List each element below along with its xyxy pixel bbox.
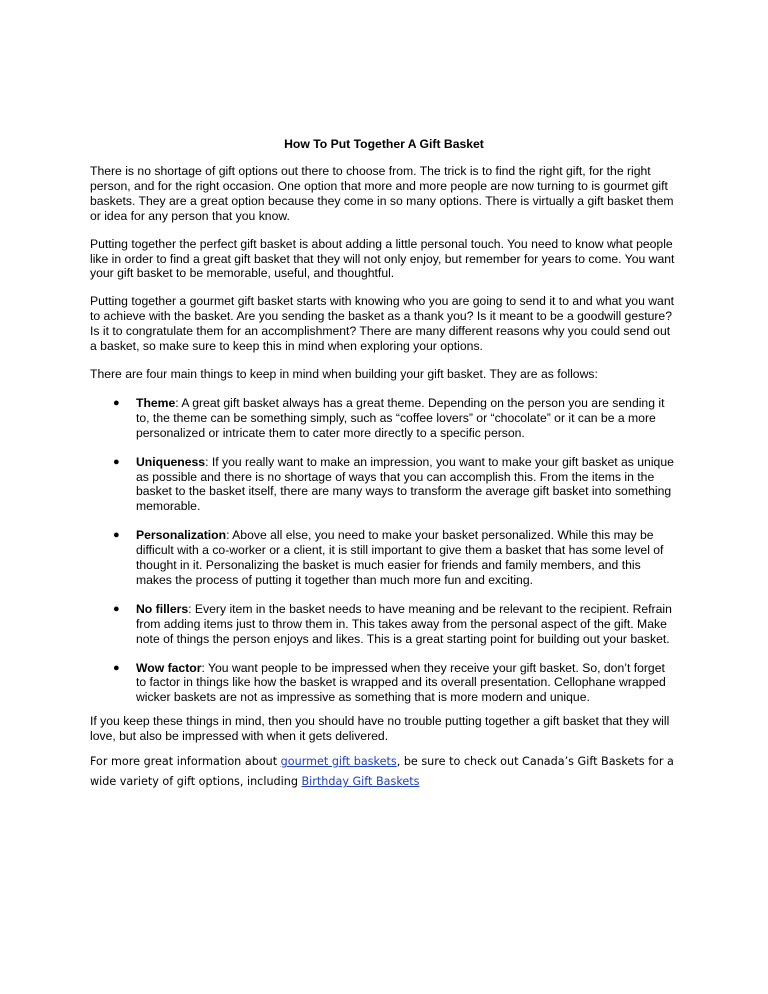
list-item-term: No fillers xyxy=(136,601,189,616)
list-item-uniqueness xyxy=(90,455,678,515)
list-item-term: Uniqueness xyxy=(136,454,206,469)
list-intro-paragraph: There are four main things to keep in mind when building your gift basket. They are as follows: xyxy=(90,366,598,381)
intro-paragraph: There is no shortage of gift options out there to choose from. The trick is to find the right gift, for the right person, and for the right occasion. One option that more and more people are now turning to is gourmet gift baskets. They are a great option because they come in so many options. There is virtually a gift basket them or idea for any person that you know. xyxy=(90,164,674,223)
footer-text-middle: , be sure to check out Canada’s Gift Baskets for a wide variety of gift options, including xyxy=(90,755,674,789)
list-item-text: : If you really want to make an impression, you want to make your gift basket as unique as possible and there is no shortage of ways that you can accomplish this. From the items in the basket to the basket itself, there are many ways to transform the average gift basket into something memorable. xyxy=(136,454,674,514)
tips-list xyxy=(90,396,678,705)
bullet-icon: ● xyxy=(113,396,120,409)
list-item-term: Personalization xyxy=(136,528,227,543)
purpose-paragraph: Putting together a gourmet gift basket starts with knowing who you are going to send it to and what you want to achieve with the basket. Are you sending the basket as a thank you? Is it meant to be a goodwill gesture? Is it to congratulate them for an accomplishment? There are many different reasons why you could send out a basket, so make sure to keep this in mind when exploring your options. xyxy=(90,294,674,354)
personal-touch-paragraph: Putting together the perfect gift basket is about adding a little personal touch. You need to know what people like in order to find a great gift basket that they will not only enjoy, but remember for years to come. You want your gift basket to be memorable, useful, and thoughtful. xyxy=(90,236,675,281)
document-title: How To Put Together A Gift Basket xyxy=(284,137,484,151)
list-item-term: Wow factor xyxy=(136,660,202,675)
closing-paragraph: If you keep these things in mind, then you should have no trouble putting together a gift basket that they will love, but also be impressed with when it gets delivered. xyxy=(90,714,670,744)
list-item-wow-factor xyxy=(90,661,678,706)
bullet-icon: ● xyxy=(113,529,120,542)
list-item-text: : Every item in the basket needs to have meaning and be relevant to the recipient. Refrain from adding items just to throw them in. This takes away from the personal aspect of the gift. Make note of things the person enjoys and likes. This is a great starting point for building out your basket. xyxy=(136,601,672,646)
list-item-text: : You want people to be impressed when they receive your gift basket. So, don’t forget to factor in things like how the basket is wrapped and its overall presentation. Cellophane wrapped wicker baskets are not as impressive as something that is more modern and unique. xyxy=(136,660,666,705)
list-item-text: : A great gift basket always has a great theme. Depending on the person you are sending it to, the theme can be something simply, such as “coffee lovers” or “chocolate” or it can be a more personalized or intricate them to cater more directly to a specific person. xyxy=(136,395,665,440)
gourmet-gift-baskets-link[interactable]: gourmet gift baskets xyxy=(280,755,397,769)
bullet-icon: ● xyxy=(113,661,120,674)
birthday-gift-baskets-link[interactable]: Birthday Gift Baskets xyxy=(301,775,420,789)
bullet-icon: ● xyxy=(113,602,120,615)
footer-paragraph xyxy=(90,752,678,792)
list-item-no-fillers xyxy=(90,602,678,647)
list-item-personalization xyxy=(90,528,678,588)
list-item-term: Theme xyxy=(136,395,176,410)
list-item-text: : Above all else, you need to make your basket personalized. While this may be difficult with a co-worker or a client, it is still important to give them a basket that has some level of thought in it. Personalizing the basket is much easier for friends and family members, and this makes the process of putting it together than much more fun and exciting. xyxy=(136,528,664,587)
bullet-icon: ● xyxy=(113,455,120,468)
list-item-theme xyxy=(90,396,678,441)
document-page xyxy=(90,137,678,792)
footer-text-start: For more great information about xyxy=(90,755,281,769)
